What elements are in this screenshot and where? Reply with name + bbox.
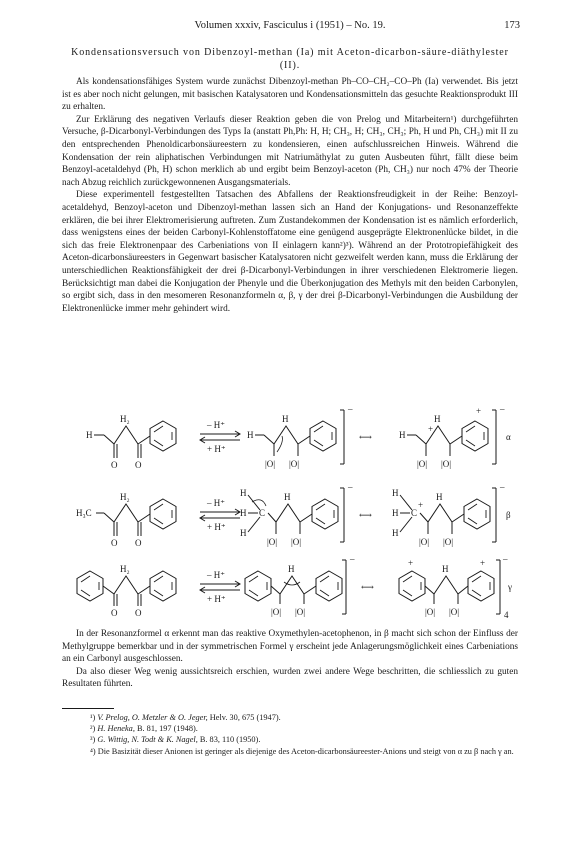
alpha-starting-compound (86, 414, 176, 470)
beta-anion-form-2 (392, 482, 511, 547)
formula-label-beta: β (506, 510, 511, 520)
alpha-anion-form-2 (399, 404, 511, 469)
paragraph: Da also dieser Weg wenig aussichtsreich erschien, wurden zwei andere Wege beschritten, die schliesslich zu guten Resultaten führten. (62, 666, 518, 690)
plus-charge: + (418, 500, 424, 510)
paragraph: Als kondensationsfähiges System wurde zunächst Dibenzoyl-methan Ph–CO–CH₂–CO–Ph (Ia) verwendet. Bis jetzt ist es aber noch nicht gelungen, mit basischen Katalysatoren und Kondensationsmitteln das gesuchte Reaktionsprodukt III zu erhalten. (62, 77, 518, 113)
footnote-authors: H. Heneka, (97, 724, 135, 734)
resonance-arrow: ⟷ (361, 582, 374, 592)
carbon-label: C (411, 508, 418, 518)
anion-oxygen: |O| (271, 607, 282, 617)
anion-oxygen: |O| (289, 459, 300, 469)
h-label: H (282, 414, 289, 424)
h2-label: H₂ (120, 564, 130, 574)
paragraph: In der Resonanzformel α erkennt man das reaktive Oxymethylen-acetophenon, in β macht sich schon der Einfluss der Methylgruppe bemerkbar und in der symmetrischen Formel γ erscheint jede Anlagerungsmöglichkeit eines Carbeniations an ein Carbonyl ausgeschlossen. (62, 629, 518, 665)
h-label: H (247, 430, 254, 440)
footnotes (62, 712, 518, 757)
footnote-ref-4: 4 (504, 610, 509, 620)
paragraph: Zur Erklärung des negativen Verlaufs dieser Reaktion geben die von Prelog und Mitarbeitern¹) durchgeführten Versuche, β-Dicarbonyl-Verbindungen des Typs Ia (anstatt Ph,Ph: H, H; CH₃, H; CH₃, CH₃; Ph, H und Ph, CH₃) mit II zu den entsprechenden Phenoldicarbonsäureestern zu kondensieren, einen aufschlussreichen Hinweis. Während die Kondensation der rein aliphatischen Verbindungen mit Natriumäthylat zu guten Ausbeuten führt, fällt diese beim Benzoyl-acetaldehyd (Ph, H) schon merklich ab und ergibt beim Benzoyl-aceton (Ph, CH₃) nur noch 47% der Theorie nach Abzug reichlich zurückgewonnenen Ausgangsmaterials. (62, 114, 518, 188)
section-title: Kondensationsversuch von Dibenzoyl-methan (Ia) mit Aceton-dicarbon-säure-diäthylester (II). (71, 47, 509, 71)
anion-oxygen: |O| (443, 537, 454, 547)
h-label: H (436, 492, 443, 502)
minus-charge: – (350, 554, 355, 564)
h-label: H (442, 564, 449, 574)
plus-charge: + (480, 558, 486, 568)
gamma-starting-compound (77, 564, 176, 618)
arrow-minus-h: – H⁺ (207, 498, 225, 508)
arrow-minus-h: – H⁺ (207, 570, 225, 580)
h-label: H (86, 430, 93, 440)
anion-oxygen: |O| (267, 537, 278, 547)
beta-anion-form-1 (240, 482, 353, 547)
footnote (62, 723, 518, 734)
oxygen-label: O (135, 608, 142, 618)
arrow-plus-h: + H⁺ (207, 594, 226, 604)
anion-oxygen: |O| (449, 607, 460, 617)
plus-charge: + (428, 424, 434, 434)
footnote-mark: ⁴) (90, 746, 96, 756)
arrow-minus-h: – H⁺ (207, 420, 225, 430)
footnote (62, 712, 518, 723)
h3c-label: H₃C (76, 508, 92, 518)
oxygen-label: O (135, 538, 142, 548)
resonance-arrow: ⟷ (359, 510, 372, 520)
arrow-plus-h: + H⁺ (207, 444, 226, 454)
arrow-plus-h: + H⁺ (207, 522, 226, 532)
h-label: H (240, 508, 247, 518)
carbon-label: C (259, 508, 266, 518)
footnote-authors: G. Wittig, N. Todt & K. Nagel, (97, 735, 198, 745)
h-label: H (392, 508, 399, 518)
minus-charge: – (503, 554, 508, 564)
h-label: H (434, 414, 441, 424)
anion-oxygen: |O| (425, 607, 436, 617)
footnote-reference: B. 81, 197 (1948). (136, 724, 198, 734)
resonance-formulas-figure (72, 392, 522, 620)
anion-oxygen: |O| (295, 607, 306, 617)
resonance-arrow: ⟷ (359, 432, 372, 442)
minus-charge: – (348, 404, 353, 414)
body-text-lower (62, 628, 518, 691)
footnote (62, 734, 518, 745)
formula-label-alpha: α (506, 432, 511, 442)
anion-oxygen: |O| (265, 459, 276, 469)
h-label: H (240, 528, 247, 538)
h-label: H (284, 492, 291, 502)
equilibrium-arrow (200, 420, 240, 454)
page-number: 173 (504, 20, 520, 31)
anion-oxygen: |O| (417, 459, 428, 469)
h2-label: H₂ (120, 414, 130, 424)
body-text-upper (62, 76, 518, 315)
oxygen-label: O (135, 460, 142, 470)
minus-charge: – (500, 404, 505, 414)
oxygen-label: O (111, 460, 118, 470)
oxygen-label: O (111, 538, 118, 548)
plus-charge: + (476, 406, 482, 416)
equilibrium-arrow (200, 570, 240, 604)
h-label: H (392, 528, 399, 538)
footnote-divider (62, 708, 114, 709)
running-head-text: Volumen xxxiv, Fasciculus i (1951) – No. 19. (194, 20, 386, 31)
oxygen-label: O (111, 608, 118, 618)
h-label: H (240, 488, 247, 498)
h2-label: H₂ (120, 492, 130, 502)
paragraph: Diese experimentell festgestellten Tatsachen des Abfallens der Reaktionsfreudigkeit in der Reihe: Benzoyl-acetaldehyd, Benzoyl-aceton und Dibenzoyl-methan lassen sich an Hand der Konjugations- und Resonanzeffekte erklären, die bei ihrer Elektromerisierung auftreten. Zum Zustandekommen der Kondensation ist es nämlich erforderlich, dass wenigstens eines der beiden Carbonyl-Kohlenstoffatome eine genügend ausgeprägte Elektronenlücke bildet, in die sich das freie Elektronenpaar des Carbeniations von II einlagern kann²)³). Während an der Prototropiefähigkeit des Aceton-dicarbonsäureesters in Gegenwart basischer Katalysatoren nicht gezweifelt werden kann, muss die Erklärung der unterschiedlichen Reaktionsfähigkeit der drei β-Dicarbonyl-Verbindungen in ihrer verschiedenen Elektromerie liegen. Berücksichtigt man dabei die Konjugation der Phenyle und die Überkonjugation des Methyls mit den beiden Carbonylen, so ergibt sich, dass in den mesomeren Resonanzformeln α, β, γ der drei β-Dicarbonyl-Verbindungen die Ausbildung der Elektronenlücke immer mehr gehindert wird. (62, 190, 518, 314)
minus-charge: – (500, 482, 505, 492)
footnote-reference: B. 83, 110 (1950). (199, 735, 261, 745)
footnote (62, 746, 518, 757)
formula-label-gamma: γ (508, 582, 512, 592)
gamma-anion-form-1 (245, 554, 355, 617)
anion-oxygen: |O| (291, 537, 302, 547)
alpha-anion-form-1 (247, 404, 353, 469)
h-label: H (392, 488, 399, 498)
plus-charge: + (408, 558, 414, 568)
resonance-scheme (72, 392, 522, 620)
beta-starting-compound (76, 492, 176, 548)
footnote-mark: ²) (90, 724, 96, 734)
running-header (60, 20, 520, 34)
anion-oxygen: |O| (441, 459, 452, 469)
equilibrium-arrow (200, 498, 240, 532)
footnote-authors: V. Prelog, O. Metzler & O. Jeger, (97, 713, 208, 722)
footnote-reference: Die Basizität dieser Anionen ist geringer als diejenige des Aceton-dicarbonsäureester-Anions und steigt von α zu β nach γ an. (97, 746, 514, 756)
minus-charge: – (348, 482, 353, 492)
h-label: H (399, 430, 406, 440)
footnote-reference: Helv. 30, 675 (1947). (209, 713, 281, 722)
h-label: H (288, 564, 295, 574)
footnote-mark: ¹) (90, 713, 96, 722)
gamma-anion-form-2 (399, 554, 512, 620)
anion-oxygen: |O| (419, 537, 430, 547)
footnote-mark: ³) (90, 735, 96, 745)
